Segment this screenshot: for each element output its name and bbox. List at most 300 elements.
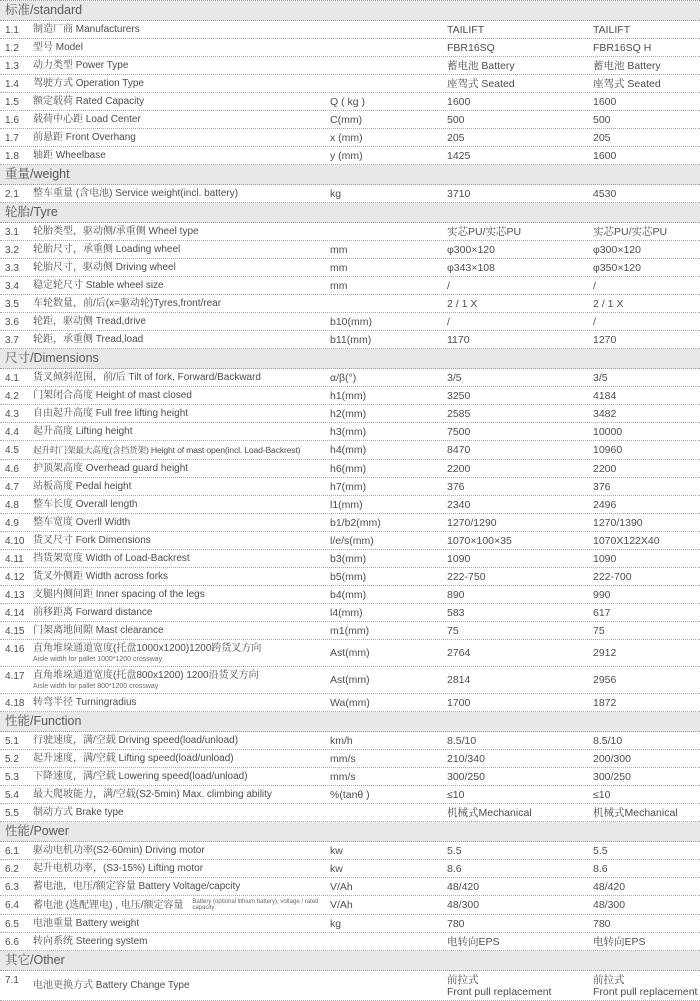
row-value-model-fbr16sq-h: / <box>593 315 596 328</box>
row-value-model-fbr16sq-h: 48/420 <box>593 880 626 893</box>
row-unit-symbol: h3(mm) <box>330 425 367 438</box>
row-label <box>33 244 330 256</box>
row-label <box>33 753 330 765</box>
row-number: 4.16 <box>5 643 25 655</box>
row-number: 6.6 <box>5 936 19 948</box>
row-value-model-fbr16sq: 222-750 <box>447 570 486 583</box>
row-label <box>33 589 330 601</box>
row-unit-symbol: b11(mm) <box>330 333 372 346</box>
spec-row <box>0 21 700 39</box>
row-number: 3.3 <box>5 262 19 274</box>
row-value-model-fbr16sq: 1600 <box>447 95 471 108</box>
row-value-model-fbr16sq-h: 座驾式 Seated <box>593 77 661 90</box>
row-number: 1.6 <box>5 114 19 126</box>
row-label <box>33 899 330 912</box>
row-label-text: 起升电机功率，(S3-15%) Lifting motor <box>33 862 204 874</box>
section-title: 轮胎/Tyre <box>5 205 58 219</box>
spec-row <box>0 514 700 532</box>
row-label-text: 货叉倾斜范围，前/后 Tilt of fork, Forward/Backward <box>33 371 261 383</box>
row-unit-symbol: h1(mm) <box>330 389 367 402</box>
row-unit-symbol: mm <box>330 279 348 292</box>
spec-row <box>0 387 700 405</box>
row-value-model-fbr16sq-h: 电转向EPS <box>593 935 646 948</box>
row-value-model-fbr16sq: 机械式Mechanical <box>447 806 532 819</box>
spec-row <box>0 896 700 915</box>
row-label <box>33 571 330 583</box>
row-label-text: 稳定轮尺寸 Stable wheel size <box>33 279 164 291</box>
row-value-model-fbr16sq: 75 <box>447 624 459 637</box>
spec-row <box>0 915 700 933</box>
row-value-model-fbr16sq-h: 8.5/10 <box>593 734 623 747</box>
spec-row <box>0 604 700 622</box>
row-value-model-fbr16sq: 5.5 <box>447 844 462 857</box>
row-unit-symbol: Ast(mm) <box>330 647 370 659</box>
row-value-model-fbr16sq: 210/340 <box>447 752 485 765</box>
row-label-text: 轮距，承重侧 Tread,load <box>33 333 144 345</box>
row-label-text: 整车长度 Overall length <box>33 498 138 510</box>
section-header <box>0 1 700 21</box>
row-value-model-fbr16sq: 1270/1290 <box>447 516 497 529</box>
spec-row <box>0 496 700 514</box>
row-unit-symbol: l1(mm) <box>330 498 363 511</box>
row-value-model-fbr16sq: 7500 <box>447 425 471 438</box>
row-label-text: 护顶架高度 Overhead guard height <box>33 462 189 474</box>
spec-row <box>0 586 700 604</box>
row-label <box>33 42 330 54</box>
row-value-model-fbr16sq: 583 <box>447 606 465 619</box>
row-number: 6.1 <box>5 845 19 857</box>
spec-row <box>0 313 700 331</box>
row-label-text: 起升速度，满/空载 Lifting speed(load/unload) <box>33 752 234 764</box>
row-label <box>33 553 330 565</box>
row-number: 3.4 <box>5 280 19 292</box>
row-value-model-fbr16sq-h: 200/300 <box>593 752 631 765</box>
spec-row <box>0 786 700 804</box>
row-number: 3.1 <box>5 226 19 238</box>
spec-row <box>0 185 700 203</box>
spec-row <box>0 405 700 423</box>
row-value-model-fbr16sq: 2585 <box>447 407 471 420</box>
row-label-text: 行驶速度，满/空载 Driving speed(load/unload) <box>33 734 239 746</box>
row-value-model-fbr16sq: 300/250 <box>447 770 485 783</box>
row-label-text: 蓄电池，电压/额定容量 Battery Voltage/capcity <box>33 880 241 892</box>
row-value-model-fbr16sq: ≤10 <box>447 788 465 801</box>
spec-row <box>0 223 700 241</box>
row-value-model-fbr16sq: 205 <box>447 131 465 144</box>
row-label-text: 站板高度 Pedal height <box>33 480 132 492</box>
row-unit-symbol: mm/s <box>330 752 356 765</box>
spec-row <box>0 460 700 478</box>
row-value-model-fbr16sq-h: TAILIFT <box>593 23 631 36</box>
row-number: 4.7 <box>5 481 19 493</box>
row-number: 1.5 <box>5 96 19 108</box>
row-unit-symbol: m1(mm) <box>330 624 370 637</box>
row-value-model-fbr16sq: 2340 <box>447 498 471 511</box>
spec-row <box>0 147 700 165</box>
row-label-text: 直角堆垛通道宽度(托盘800x1200) 1200沿货叉方向 <box>33 669 259 681</box>
row-label <box>33 426 330 438</box>
row-label-text: 动力类型 Power Type <box>33 59 129 71</box>
row-value-model-fbr16sq-h: 1090 <box>593 552 617 565</box>
section-header <box>0 165 700 185</box>
row-value-model-fbr16sq-h: 实芯PU/实芯PU <box>593 225 668 238</box>
row-label-subtext: Aisle width for pallet 800*1200 crossway <box>33 682 159 690</box>
row-number: 1.8 <box>5 150 19 162</box>
row-value-model-fbr16sq-h: 8.6 <box>593 862 608 875</box>
row-number: 4.5 <box>5 444 19 456</box>
row-label-text: 起升高度 Lifting height <box>33 425 133 437</box>
section-header <box>0 203 700 223</box>
row-label-text: 载荷中心距 Load Center <box>33 113 141 125</box>
row-value-model-fbr16sq-h: 376 <box>593 480 611 493</box>
row-value-model-fbr16sq: 8.5/10 <box>447 734 477 747</box>
row-label <box>33 771 330 783</box>
spec-row <box>0 93 700 111</box>
row-unit-symbol: b3(mm) <box>330 552 367 565</box>
row-unit-symbol: b4(mm) <box>330 588 367 601</box>
spec-row <box>0 842 700 860</box>
section-title: 尺寸/Dimensions <box>5 351 99 365</box>
row-label-text: 整车宽度 Overll Width <box>33 516 131 528</box>
row-unit-symbol: l/e/s(mm) <box>330 534 374 547</box>
row-label-text: 自由起升高度 Full free lifting height <box>33 407 189 419</box>
spec-row <box>0 295 700 313</box>
row-number: 5.3 <box>5 771 19 783</box>
row-label <box>33 298 330 310</box>
row-label-subtext: Aisle width for pallet 1000*1200 crossway <box>33 655 163 663</box>
row-value-model-fbr16sq: 3250 <box>447 389 471 402</box>
spec-row <box>0 667 700 694</box>
spec-row <box>0 331 700 349</box>
row-value-model-fbr16sq-h: 机械式Mechanical <box>593 806 678 819</box>
row-value-model-fbr16sq-h: 3482 <box>593 407 617 420</box>
row-number: 4.15 <box>5 625 25 637</box>
row-value-model-fbr16sq: 780 <box>447 917 465 930</box>
row-label <box>33 697 330 709</box>
row-value-model-fbr16sq: φ300×120 <box>447 243 495 256</box>
row-value-model-fbr16sq-h: 1600 <box>593 149 617 162</box>
row-value-model-fbr16sq-h: 1872 <box>593 696 617 709</box>
row-label <box>33 444 330 457</box>
row-label-text: 最大爬坡能力，满/空载(S2-5min) Max. climbing ability <box>33 788 272 800</box>
row-label-text: 轮胎尺寸，承重侧 Loading wheel <box>33 243 181 255</box>
row-label <box>33 390 330 402</box>
row-value-model-fbr16sq-h: 4184 <box>593 389 617 402</box>
row-value-model-fbr16sq: 2814 <box>447 674 471 686</box>
row-number: 4.6 <box>5 463 19 475</box>
row-label <box>33 845 330 857</box>
row-label <box>33 132 330 144</box>
row-label <box>33 936 330 948</box>
row-label-text: 车轮数量，前/后(x=驱动轮)Tyres,front/rear <box>33 297 222 309</box>
row-value-model-fbr16sq: 实芯PU/实芯PU <box>447 225 522 238</box>
row-number: 4.9 <box>5 517 19 529</box>
row-value-model-fbr16sq: 1170 <box>447 333 470 346</box>
row-label-text: 门架离地间隙 Mast clearance <box>33 624 164 636</box>
row-label <box>33 918 330 930</box>
row-label <box>33 150 330 162</box>
spec-row <box>0 640 700 667</box>
spec-row <box>0 478 700 496</box>
row-value-model-fbr16sq: 3710 <box>447 187 471 200</box>
row-label <box>33 372 330 384</box>
row-value-model-fbr16sq: 890 <box>447 588 465 601</box>
row-label-text: 起升时门架最大高度(含挡货架) Height of mast open(incl. Load-Backrest) <box>33 444 301 455</box>
row-label <box>33 481 330 493</box>
row-value-model-fbr16sq-h: 2200 <box>593 462 617 475</box>
row-unit-symbol: kw <box>330 844 343 857</box>
row-unit-symbol: kg <box>330 187 342 200</box>
row-number: 1.4 <box>5 78 19 90</box>
row-value-model-fbr16sq: 48/300 <box>447 899 480 912</box>
row-number: 1.3 <box>5 60 19 72</box>
row-label-text: 轴距 Wheelbase <box>33 149 106 161</box>
row-value-model-fbr16sq: / <box>447 315 450 328</box>
row-number: 4.8 <box>5 499 19 511</box>
row-value-model-fbr16sq-h: 222-700 <box>593 570 632 583</box>
row-value-model-fbr16sq: 3/5 <box>447 371 462 384</box>
row-value-model-fbr16sq-h: 前拉式 Front pull replacement <box>593 973 698 998</box>
spec-row <box>0 804 700 822</box>
spec-row <box>0 369 700 387</box>
row-value-model-fbr16sq-h: 2496 <box>593 498 617 511</box>
row-label-text: 支腿内侧间距 Inner spacing of the legs <box>33 588 205 600</box>
row-label-subtext: Battery (optional lithium battery), voltage / rated capacity <box>192 898 319 911</box>
row-label-text: 蓄电池 (选配锂电) , 电压/额定容量 <box>33 899 184 911</box>
row-unit-symbol: V/Ah <box>330 880 353 893</box>
section-title: 重量/weight <box>5 167 70 181</box>
row-unit-symbol: kw <box>330 862 343 875</box>
row-unit-symbol: l4(mm) <box>330 606 363 619</box>
row-label-text: 前移距离 Forward distance <box>33 606 153 618</box>
row-number: 5.1 <box>5 735 19 747</box>
spec-row <box>0 57 700 75</box>
spec-row <box>0 75 700 93</box>
row-number: 4.10 <box>5 535 25 547</box>
row-label-text: 驱动电机功率(S2-60min) Driving motor <box>33 844 205 856</box>
row-unit-symbol: b5(mm) <box>330 570 367 583</box>
row-value-model-fbr16sq: 2764 <box>447 647 471 659</box>
row-unit-symbol: x (mm) <box>330 131 363 144</box>
row-number: 5.5 <box>5 807 19 819</box>
row-label-text: 转向系统 Steering system <box>33 935 148 947</box>
spec-row <box>0 550 700 568</box>
row-value-model-fbr16sq-h: 2956 <box>593 674 617 686</box>
row-number: 2.1 <box>5 188 19 200</box>
row-value-model-fbr16sq-h: 4530 <box>593 187 617 200</box>
row-value-model-fbr16sq: 2 / 1 X <box>447 297 478 310</box>
row-value-model-fbr16sq: 电转向EPS <box>447 935 500 948</box>
row-value-model-fbr16sq-h: 500 <box>593 113 611 126</box>
row-value-model-fbr16sq: 2200 <box>447 462 471 475</box>
row-number: 6.3 <box>5 881 19 893</box>
row-value-model-fbr16sq-h: 75 <box>593 624 605 637</box>
row-value-model-fbr16sq-h: 1600 <box>593 95 617 108</box>
row-label <box>33 643 330 664</box>
row-number: 1.7 <box>5 132 19 144</box>
spec-row <box>0 971 700 1001</box>
row-number: 3.6 <box>5 316 19 328</box>
row-label-text: 额定载荷 Rated Capacity <box>33 95 145 107</box>
spec-row <box>0 129 700 147</box>
row-unit-symbol: V/Ah <box>330 899 353 912</box>
row-value-model-fbr16sq-h: FBR16SQ H <box>593 41 652 54</box>
row-label-text: 制动方式 Brake type <box>33 806 124 818</box>
row-label <box>33 463 330 475</box>
row-number: 7.1 <box>5 974 19 986</box>
row-number: 4.1 <box>5 372 19 384</box>
section-header <box>0 349 700 369</box>
row-number: 4.14 <box>5 607 25 619</box>
row-value-model-fbr16sq-h: 3/5 <box>593 371 608 384</box>
row-value-model-fbr16sq-h: 1270 <box>593 333 617 346</box>
row-number: 5.4 <box>5 789 19 801</box>
row-label <box>33 625 330 637</box>
row-value-model-fbr16sq: 前拉式 Front pull replacement <box>447 973 552 998</box>
row-number: 3.2 <box>5 244 19 256</box>
row-value-model-fbr16sq-h: ≤10 <box>593 788 611 801</box>
row-label-text: 电池重量 Battery weight <box>33 917 140 929</box>
section-header <box>0 712 700 732</box>
section-title: 标准/standard <box>5 3 83 17</box>
row-number: 1.2 <box>5 42 19 54</box>
row-number: 3.7 <box>5 334 19 346</box>
row-label <box>33 226 330 238</box>
row-value-model-fbr16sq: 1700 <box>447 696 471 709</box>
row-label <box>33 517 330 529</box>
row-unit-symbol: h2(mm) <box>330 407 367 420</box>
spec-row <box>0 39 700 57</box>
row-label-text: 下降速度，满/空载 Lowering speed(load/unload) <box>33 770 248 782</box>
row-label-text: 前悬距 Front Overhang <box>33 131 136 143</box>
row-label <box>33 24 330 36</box>
row-unit-symbol: mm/s <box>330 770 356 783</box>
row-label <box>33 789 330 801</box>
row-value-model-fbr16sq: TAILIFT <box>447 23 485 36</box>
row-number: 4.3 <box>5 408 19 420</box>
row-value-model-fbr16sq: 8.6 <box>447 862 462 875</box>
row-value-model-fbr16sq: 座驾式 Seated <box>447 77 515 90</box>
row-unit-symbol: Q ( kg ) <box>330 95 366 108</box>
row-unit-symbol: mm <box>330 243 348 256</box>
row-label-text: 型号 Model <box>33 41 84 53</box>
section-title: 其它/Other <box>5 953 65 968</box>
row-unit-symbol: %(tanθ ) <box>330 788 370 801</box>
row-number: 6.5 <box>5 918 19 930</box>
row-value-model-fbr16sq-h: 10000 <box>593 425 623 438</box>
row-number: 1.1 <box>5 24 19 36</box>
row-unit-symbol: km/h <box>330 734 353 747</box>
row-number: 4.13 <box>5 589 25 601</box>
row-label-text: 门架闭合高度 Height of mast closed <box>33 389 192 401</box>
section-header <box>0 951 700 971</box>
spec-row <box>0 568 700 586</box>
row-number: 3.5 <box>5 298 19 310</box>
row-label <box>33 863 330 875</box>
spec-row <box>0 750 700 768</box>
row-number: 4.17 <box>5 670 25 682</box>
spec-row <box>0 732 700 750</box>
row-unit-symbol: h7(mm) <box>330 480 367 493</box>
row-value-model-fbr16sq: 1425 <box>447 149 471 162</box>
row-label-text: 轮胎尺寸，驱动侧 Driving wheel <box>33 261 176 273</box>
row-label <box>33 262 330 274</box>
row-unit-symbol: Ast(mm) <box>330 674 370 686</box>
row-value-model-fbr16sq: 1070×100×35 <box>447 534 512 547</box>
row-label-text: 制造厂商 Manufacturers <box>33 23 140 35</box>
spec-row <box>0 423 700 441</box>
row-unit-symbol: h4(mm) <box>330 444 367 456</box>
row-value-model-fbr16sq-h: 1070X122X40 <box>593 534 660 547</box>
row-value-model-fbr16sq-h: φ350×120 <box>593 261 641 274</box>
row-label-text: 挡货架宽度 Width of Load-Backrest <box>33 552 190 564</box>
row-unit-symbol: b1/b2(mm) <box>330 516 381 529</box>
spec-row <box>0 532 700 550</box>
row-label <box>33 316 330 328</box>
row-label-text: 轮胎类型，驱动侧/承重侧 Wheel type <box>33 225 199 237</box>
row-value-model-fbr16sq-h: 300/250 <box>593 770 631 783</box>
row-value-model-fbr16sq-h: 780 <box>593 917 611 930</box>
row-label-text: 电池更换方式 Battery Change Type <box>33 979 190 991</box>
row-unit-symbol: h6(mm) <box>330 462 367 475</box>
spec-row <box>0 878 700 896</box>
row-value-model-fbr16sq-h: 617 <box>593 606 611 619</box>
row-number: 6.4 <box>5 899 19 911</box>
row-label-text: 直角堆垛通道宽度(托盘1000x1200)1200跨货叉方向 <box>33 642 262 654</box>
row-value-model-fbr16sq: 1090 <box>447 552 471 565</box>
spec-row <box>0 768 700 786</box>
row-label <box>33 78 330 90</box>
row-value-model-fbr16sq: 蓄电池 Battery <box>447 59 515 72</box>
row-value-model-fbr16sq-h: 2 / 1 X <box>593 297 624 310</box>
row-label-text: 整车重量 (含电池) Service weight(incl. battery) <box>33 187 239 199</box>
row-label <box>33 334 330 346</box>
row-label-text: 轮距，驱动侧 Tread,drive <box>33 315 146 327</box>
spec-row <box>0 277 700 295</box>
row-unit-symbol: α/β(°) <box>330 371 357 384</box>
row-value-model-fbr16sq: / <box>447 279 450 292</box>
row-value-model-fbr16sq-h: 2912 <box>593 647 617 659</box>
row-unit-symbol: Wa(mm) <box>330 696 370 709</box>
row-label <box>33 499 330 511</box>
spec-row <box>0 933 700 951</box>
row-unit-symbol: y (mm) <box>330 149 363 162</box>
spec-row <box>0 259 700 277</box>
row-label <box>33 670 330 691</box>
row-value-model-fbr16sq: 48/420 <box>447 880 480 893</box>
row-label <box>33 881 330 893</box>
row-value-model-fbr16sq-h: 48/300 <box>593 899 626 912</box>
row-label-text: 转弯半径 Turningradius <box>33 696 137 708</box>
row-number: 4.4 <box>5 426 19 438</box>
spec-row <box>0 860 700 878</box>
row-label <box>33 60 330 72</box>
row-number: 4.18 <box>5 697 25 709</box>
row-value-model-fbr16sq: 8470 <box>447 444 471 456</box>
row-value-model-fbr16sq: 500 <box>447 113 465 126</box>
row-value-model-fbr16sq-h: 蓄电池 Battery <box>593 59 661 72</box>
row-number: 4.12 <box>5 571 25 583</box>
row-unit-symbol: mm <box>330 261 348 274</box>
row-number: 4.11 <box>5 553 24 565</box>
row-number: 6.2 <box>5 863 19 875</box>
row-label <box>33 96 330 108</box>
row-label <box>33 735 330 747</box>
row-label <box>33 807 330 819</box>
row-label <box>33 114 330 126</box>
row-value-model-fbr16sq: FBR16SQ <box>447 41 495 54</box>
row-value-model-fbr16sq: 376 <box>447 480 465 493</box>
